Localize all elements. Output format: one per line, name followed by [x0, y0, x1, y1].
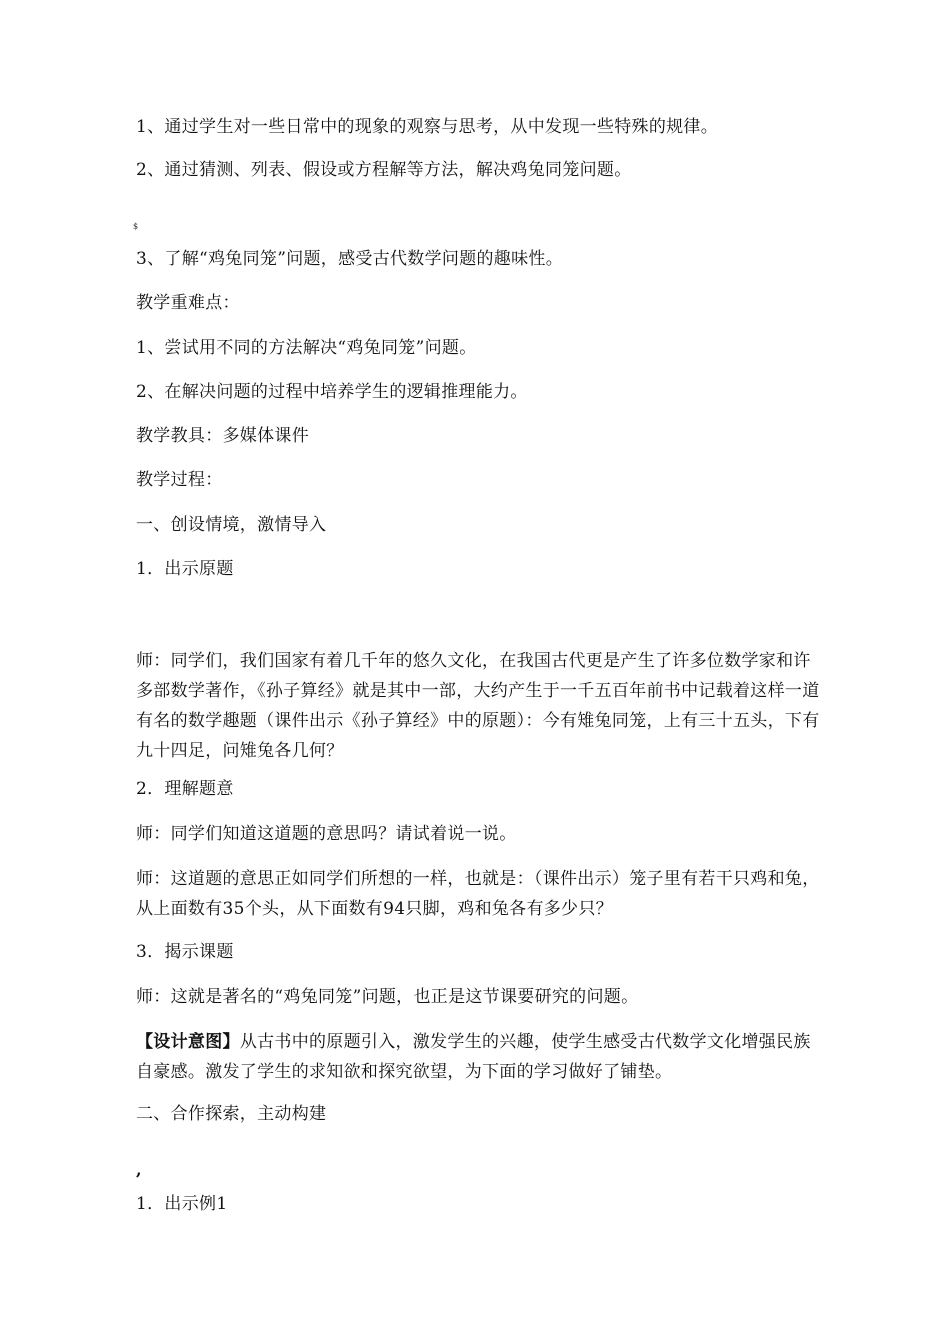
design-intent-tag: 【设计意图】 — [136, 1032, 240, 1052]
step-1-title: 1．出示原题 — [136, 559, 234, 579]
stray-mark: $ — [133, 222, 139, 231]
section-2-title: 二、合作探索，主动构建 — [136, 1104, 327, 1124]
step-2-title: 2．理解题意 — [136, 779, 234, 799]
key-point-1: 1、尝试用不同的方法解决“鸡兔同笼”问题。 — [136, 338, 477, 358]
step-3-title: 3．揭示课题 — [136, 942, 234, 962]
design-intent-text: 从古书中的原题引入，激发学生的兴趣，使学生感受古代数学文化增强民族自豪感。激发了学生的求知欲和探究欲望，为下面的学习做好了铺垫。 — [136, 1032, 811, 1082]
objective-3: 3、了解“鸡兔同笼”问题，感受古代数学问题的趣味性。 — [136, 249, 563, 269]
section-1-title: 一、创设情境，激情导入 — [136, 515, 327, 535]
key-point-2: 2、在解决问题的过程中培养学生的逻辑推理能力。 — [136, 382, 528, 402]
teacher-paragraph-4: 师：这就是著名的“鸡兔同笼”问题，也正是这节课要研究的问题。 — [136, 987, 639, 1007]
objective-1: 1、通过学生对一些日常中的现象的观察与思考，从中发现一些特殊的规律。 — [136, 117, 719, 137]
teacher-paragraph-3: 师：这道题的意思正如同学们所想的一样，也就是：（课件出示）笼子里有若干只鸡和兔，从上面数有35个头，从下面数有94只脚，鸡和兔各有多少只？ — [136, 869, 820, 919]
teacher-paragraph-1: 师：同学们，我们国家有着几千年的悠久文化，在我国古代更是产生了许多位数学家和许多部数学著作，《孙子算经》就是其中一部，大约产生于一千五百年前书中记载着这样一道有名的数学趣题（课件出示《孙子算经》中的原题）：今有雉兔同笼，上有三十五头，下有九十四足，问雉兔各几何？ — [136, 651, 820, 761]
teaching-aids: 教学教具：多媒体课件 — [136, 426, 309, 446]
teacher-paragraph-2: 师：同学们知道这道题的意思吗？请试着说一说。 — [136, 824, 517, 844]
objective-2: 2、通过猜测、列表、假设或方程解等方法，解决鸡兔同笼问题。 — [136, 160, 632, 180]
example-1-title: 1．出示例1 — [136, 1194, 228, 1214]
heading-process: 教学过程： — [136, 470, 223, 490]
heading-key-points: 教学重难点： — [136, 293, 240, 313]
stray-comma: , — [136, 1160, 142, 1179]
design-intent-paragraph — [136, 1027, 826, 1087]
